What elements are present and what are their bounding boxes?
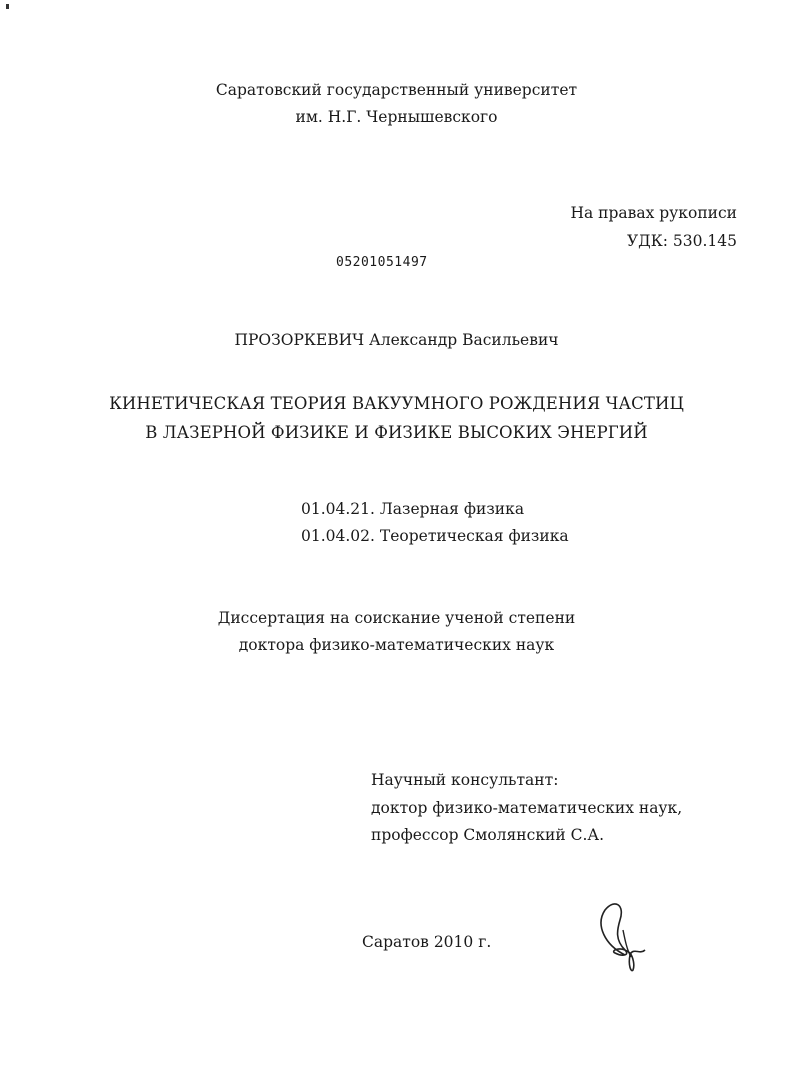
author-name: ПРОЗОРКЕВИЧ Александр Васильевич <box>234 331 559 349</box>
degree-line-2: доктора физико-математических наук <box>238 636 555 654</box>
udc-code: УДК: 530.145 <box>626 232 737 250</box>
thesis-title-line-2: В ЛАЗЕРНОЙ ФИЗИКЕ И ФИЗИКЕ ВЫСОКИХ ЭНЕРГИЙ <box>145 423 648 442</box>
degree-line-1: Диссертация на соискание ученой степени <box>217 609 576 627</box>
scan-mark <box>6 4 9 9</box>
advisor-degree: доктор физико-математических наук, <box>371 799 683 817</box>
advisor-name: профессор Смолянский С.А. <box>371 826 605 844</box>
city-year: Саратов 2010 г. <box>362 933 492 951</box>
manuscript-rights: На правах рукописи <box>570 204 737 222</box>
university-name: Саратовский государственный университет <box>215 81 578 99</box>
specialty-2: 01.04.02. Теоретическая физика <box>301 527 569 545</box>
signature-icon <box>595 895 665 975</box>
specialty-1: 01.04.21. Лазерная физика <box>301 500 525 518</box>
university-honorific: им. Н.Г. Чернышевского <box>295 108 498 126</box>
catalog-number: 05201051497 <box>336 255 428 270</box>
advisor-label: Научный консультант: <box>371 771 559 789</box>
thesis-title-line-1: КИНЕТИЧЕСКАЯ ТЕОРИЯ ВАКУУМНОГО РОЖДЕНИЯ ЧАСТИЦ <box>109 394 684 413</box>
